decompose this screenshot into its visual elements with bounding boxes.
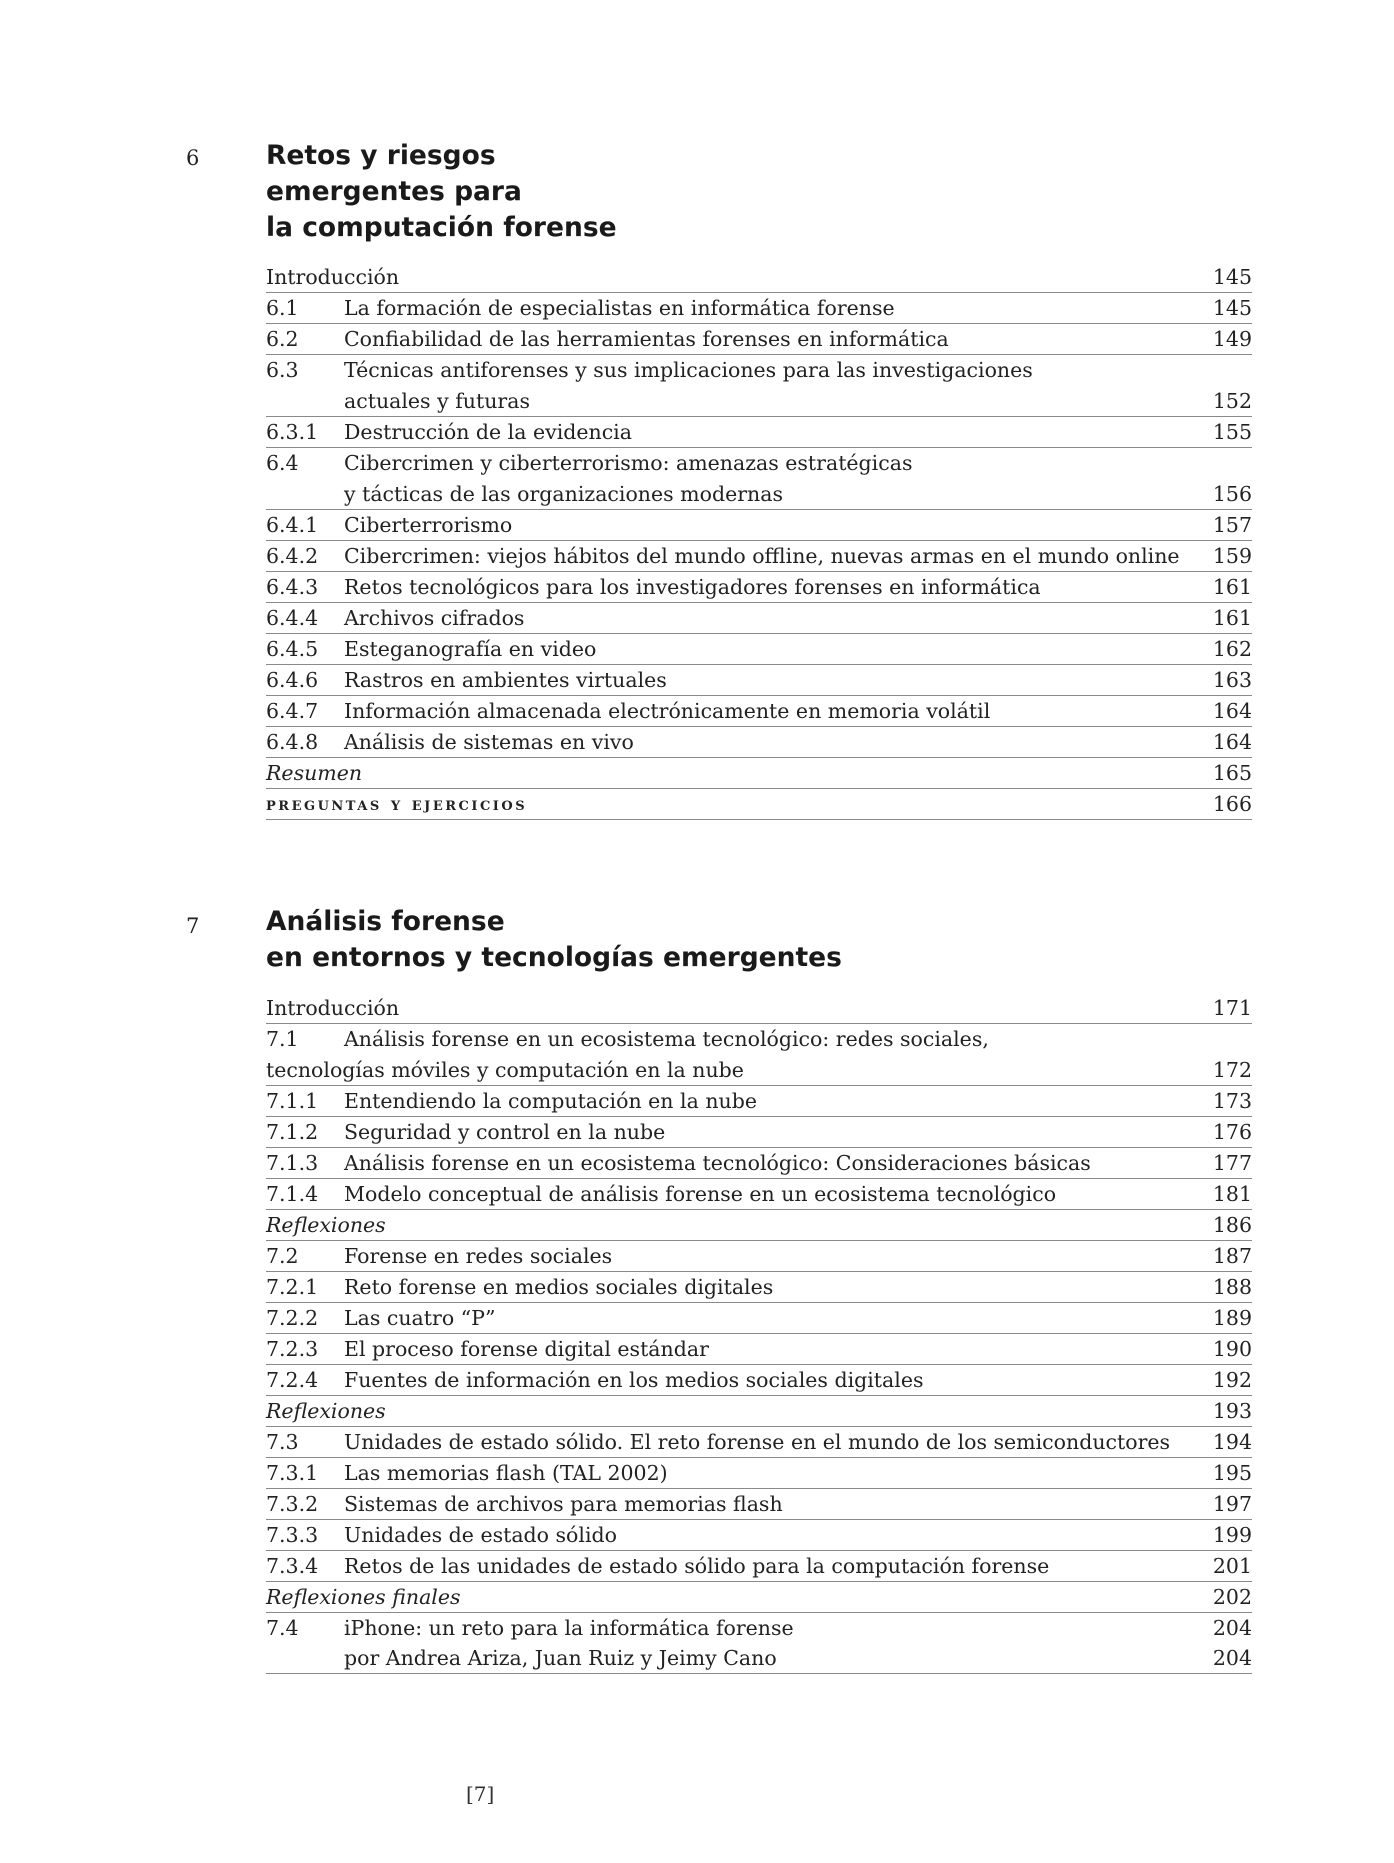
toc-entry-number: 7.1.2: [266, 1120, 319, 1144]
toc-entry: [266, 1024, 1252, 1086]
toc-entry: [266, 696, 1252, 727]
toc-entry-number: 6.4.1: [266, 513, 319, 537]
toc-entry-page: 176: [1212, 1120, 1252, 1144]
toc-entry-number: 7.2.1: [266, 1275, 319, 1299]
chapter-title-line: Análisis forense: [266, 906, 505, 937]
toc-entry-title: tecnologías móviles y computación en la nube: [266, 1057, 744, 1082]
toc-entry-page: 159: [1212, 544, 1252, 568]
toc-entry-title: Análisis forense en un ecosistema tecnológico: Consideraciones básicas: [344, 1151, 1091, 1175]
toc-entry: [266, 603, 1252, 634]
toc-entry: [266, 758, 1252, 789]
toc-entry-number: 7.2: [266, 1244, 299, 1268]
toc-entry-title: Rastros en ambientes virtuales: [344, 668, 667, 692]
toc-entry: [266, 572, 1252, 603]
chapter-title: [266, 138, 617, 246]
toc-entry-page: 204: [1212, 1646, 1252, 1670]
toc-entry-title: Seguridad y control en la nube: [344, 1120, 666, 1144]
toc-entry-title: Retos de las unidades de estado sólido para la computación forense: [344, 1554, 1050, 1578]
toc-entry-page: 145: [1212, 296, 1252, 320]
toc-entry-number: 7.2.3: [266, 1337, 319, 1361]
toc-entry-number: 6.1: [266, 296, 299, 320]
toc-entry-number: 7.2.2: [266, 1306, 319, 1330]
toc-entry: [266, 634, 1252, 665]
toc-entry-title: Reto forense en medios sociales digitales: [344, 1275, 774, 1299]
toc-entry-number: 6.4.4: [266, 606, 319, 630]
toc-entry-page: 165: [1212, 761, 1252, 785]
toc-entry: [266, 355, 1252, 417]
toc-entry-page: 173: [1212, 1089, 1252, 1113]
toc-entry-page: 166: [1212, 792, 1252, 816]
toc-entry-title: Modelo conceptual de análisis forense en un ecosistema tecnológico: [344, 1182, 1057, 1206]
toc-entry-title: Técnicas antiforenses y sus implicaciones para las investigaciones: [344, 358, 1033, 382]
toc-entry-number: 6.4.8: [266, 730, 319, 754]
toc-entry-page: 161: [1212, 606, 1252, 630]
toc-entry-number: 7.1.3: [266, 1151, 319, 1175]
toc-entry-number: 6.4.6: [266, 668, 319, 692]
toc-entry: [266, 1334, 1252, 1365]
toc-entry-title: y tácticas de las organizaciones modernas: [344, 481, 783, 506]
toc-entry-title: La formación de especialistas en informática forense: [344, 296, 895, 320]
toc-entry-page: 162: [1212, 637, 1252, 661]
chapter-title: [266, 904, 842, 976]
toc-list: [266, 262, 1252, 820]
toc-entry: [266, 541, 1252, 572]
toc-entry: [266, 1210, 1252, 1241]
toc-entry-number: 7.3.1: [266, 1461, 319, 1485]
toc-entry-page: 164: [1212, 730, 1252, 754]
toc-entry-page: 149: [1212, 327, 1252, 351]
toc-entry-page: 155: [1212, 420, 1252, 444]
toc-entry-title: El proceso forense digital estándar: [344, 1337, 709, 1361]
toc-entry: [266, 1489, 1252, 1520]
toc-entry-page: 157: [1212, 513, 1252, 537]
toc-entry-title: iPhone: un reto para la informática forense: [344, 1616, 794, 1640]
toc-entry-page: 186: [1212, 1213, 1252, 1237]
toc-entry-page: 202: [1212, 1585, 1252, 1609]
toc-entry: [266, 324, 1252, 355]
toc-list: [266, 993, 1252, 1674]
toc-entry-title: Retos tecnológicos para los investigadores forenses en informática: [344, 575, 1041, 599]
toc-entry-title: Las cuatro “P”: [344, 1306, 496, 1330]
toc-entry-number: 7.1: [266, 1027, 299, 1051]
toc-entry-number: 7.2.4: [266, 1368, 319, 1392]
toc-entry: [266, 293, 1252, 324]
toc-entry-title: por Andrea Ariza, Juan Ruiz y Jeimy Cano: [344, 1646, 777, 1670]
toc-entry-title: Unidades de estado sólido. El reto forense en el mundo de los semiconductores: [344, 1430, 1171, 1454]
toc-entry: [266, 1179, 1252, 1210]
toc-entry-page: 190: [1212, 1337, 1252, 1361]
toc-entry: [266, 1551, 1252, 1582]
toc-entry-page: 192: [1212, 1368, 1252, 1392]
chapter-title-line: la computación forense: [266, 212, 617, 243]
toc-entry-page: 177: [1212, 1151, 1252, 1175]
toc-entry-title: actuales y futuras: [344, 388, 530, 413]
toc-entry-title: Unidades de estado sólido: [344, 1523, 617, 1547]
toc-entry: [266, 1613, 1252, 1643]
chapter-number: 7: [186, 914, 200, 938]
toc-entry-title: Destrucción de la evidencia: [344, 420, 632, 444]
toc-entry-title: Forense en redes sociales: [344, 1244, 613, 1268]
toc-entry: [266, 1458, 1252, 1489]
toc-entry-title: Reflexiones finales: [266, 1585, 461, 1609]
page-number: [7]: [466, 1782, 495, 1806]
toc-entry: [266, 1582, 1252, 1613]
toc-entry: [266, 789, 1252, 820]
toc-entry: [266, 510, 1252, 541]
chapter-number: 6: [186, 146, 200, 170]
toc-entry: [266, 665, 1252, 696]
toc-entry-number: 7.1.1: [266, 1089, 319, 1113]
toc-entry-page: 197: [1212, 1492, 1252, 1516]
toc-entry-page: 145: [1212, 265, 1252, 289]
toc-entry-page: 152: [1212, 389, 1252, 413]
toc-entry-title: Las memorias flash (TAL 2002): [344, 1461, 668, 1485]
toc-entry: [266, 417, 1252, 448]
chapter-title-line: en entornos y tecnologías emergentes: [266, 942, 842, 973]
toc-entry-page: 164: [1212, 699, 1252, 723]
toc-entry-title: Análisis forense en un ecosistema tecnológico: redes sociales,: [344, 1027, 989, 1051]
toc-entry: [266, 1117, 1252, 1148]
toc-entry-number: 7.3.4: [266, 1554, 319, 1578]
toc-entry: [266, 1396, 1252, 1427]
toc-entry-page: 204: [1212, 1616, 1252, 1640]
toc-entry-title: Introducción: [266, 996, 400, 1020]
toc-entry-number: 6.4.5: [266, 637, 319, 661]
toc-entry: [266, 1643, 1252, 1674]
toc-entry-page: 161: [1212, 575, 1252, 599]
toc-entry-page: 181: [1212, 1182, 1252, 1206]
toc-entry-title: Cibercrimen y ciberterrorismo: amenazas estratégicas: [344, 451, 913, 475]
toc-entry-number: 6.2: [266, 327, 299, 351]
toc-entry: [266, 993, 1252, 1024]
toc-entry-title: Resumen: [266, 761, 363, 785]
toc-entry: [266, 727, 1252, 758]
toc-entry: [266, 1148, 1252, 1179]
toc-entry-title: Cibercrimen: viejos hábitos del mundo offline, nuevas armas en el mundo online: [344, 544, 1180, 568]
toc-entry: [266, 448, 1252, 510]
toc-entry-title: Esteganografía en video: [344, 637, 597, 661]
toc-entry-number: 7.3.3: [266, 1523, 319, 1547]
toc-entry-title: Reflexiones: [266, 1399, 386, 1423]
toc-entry: [266, 1272, 1252, 1303]
toc-entry-page: 172: [1212, 1058, 1252, 1082]
toc-entry: [266, 1303, 1252, 1334]
toc-entry: [266, 1427, 1252, 1458]
toc-entry-title: Archivos cifrados: [344, 606, 525, 630]
toc-entry-title: Sistemas de archivos para memorias flash: [344, 1492, 783, 1516]
toc-entry-number: 7.4: [266, 1616, 299, 1640]
toc-entry: [266, 262, 1252, 293]
toc-entry-page: 194: [1212, 1430, 1252, 1454]
toc-entry-page: 156: [1212, 482, 1252, 506]
toc-entry-number: 6.3: [266, 358, 299, 382]
toc-entry-number: 6.4.7: [266, 699, 319, 723]
toc-entry-title: Reflexiones: [266, 1213, 386, 1237]
toc-entry-page: 193: [1212, 1399, 1252, 1423]
chapter-title-line: Retos y riesgos: [266, 140, 496, 171]
toc-entry-number: 6.4.3: [266, 575, 319, 599]
toc-entry-title: Ciberterrorismo: [344, 513, 513, 537]
toc-entry-title: Fuentes de información en los medios sociales digitales: [344, 1368, 924, 1392]
toc-entry: [266, 1086, 1252, 1117]
toc-entry-number: 7.1.4: [266, 1182, 319, 1206]
toc-entry-number: 6.4: [266, 451, 299, 475]
toc-entry-page: 171: [1212, 996, 1252, 1020]
toc-entry-number: 6.3.1: [266, 420, 319, 444]
toc-entry: [266, 1520, 1252, 1551]
toc-entry-page: 199: [1212, 1523, 1252, 1547]
toc-entry-page: 201: [1212, 1554, 1252, 1578]
toc-entry-title: Información almacenada electrónicamente en memoria volátil: [344, 699, 991, 723]
toc-entry-page: 188: [1212, 1275, 1252, 1299]
toc-entry: [266, 1365, 1252, 1396]
toc-entry-page: 163: [1212, 668, 1252, 692]
toc-entry-title: Confiabilidad de las herramientas forenses en informática: [344, 327, 949, 351]
toc-entry-title: Introducción: [266, 265, 400, 289]
toc-entry-page: 189: [1212, 1306, 1252, 1330]
toc-entry-page: 195: [1212, 1461, 1252, 1485]
chapter-title-line: emergentes para: [266, 176, 522, 207]
toc-entry: [266, 1241, 1252, 1272]
toc-entry-number: 6.4.2: [266, 544, 319, 568]
toc-entry-number: 7.3: [266, 1430, 299, 1454]
toc-entry-page: 187: [1212, 1244, 1252, 1268]
toc-entry-title: Análisis de sistemas en vivo: [344, 730, 634, 754]
toc-entry-title: Entendiendo la computación en la nube: [344, 1089, 757, 1113]
toc-entry-number: 7.3.2: [266, 1492, 319, 1516]
toc-entry-title: preguntas y ejercicios: [266, 793, 528, 815]
